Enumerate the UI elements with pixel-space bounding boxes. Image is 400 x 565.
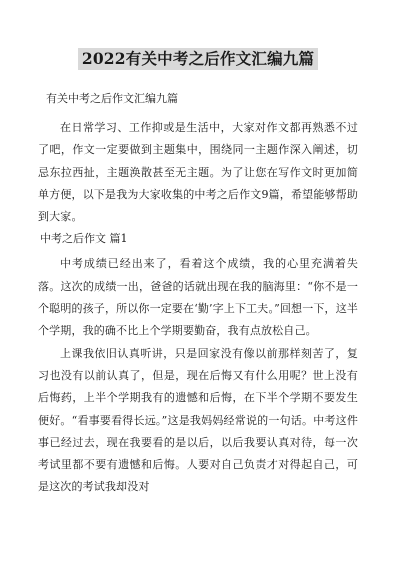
document-title: 2022有关中考之后作文汇编九篇 xyxy=(78,48,318,70)
body-paragraph-1: 中考成绩已经出来了，看着这个成绩，我的心里充满着失落。这次的成绩一出，爸爸的话就出现在我的脑海里：“你不是一个聪明的孩子，所以你一定要在‘勤’字上下工夫。”回想一下，这半个学期，我的确不比上个学期要勤奋，我有点放松自己。 xyxy=(38,257,358,338)
section-title: 中考之后作文 篇1 xyxy=(40,232,128,246)
body-paragraph-2: 上课我依旧认真听讲，只是回家没有像以前那样刻苦了，复习也没有以前认真了，但是，现在后悔又有什么用呢？世上没有后悔药，上半个学期我有的遗憾和后悔，在下半个学期不要发生便好。“看事要看得长远。”这是我妈妈经常说的一句话。中考这件事已经过去，现在我要看的是以后，以后我要认真对待，每一次考试里都不要有遗憾和后悔。人要对自己负责才对得起自己，可是这次的考试我却没对 xyxy=(38,346,358,494)
title-wrap xyxy=(38,48,358,70)
intro-paragraph: 在日常学习、工作抑或是生活中，大家对作文都再熟悉不过了吧，作文一定要做到主题集中，围绕同一主题作深入阐述，切忌东拉西扯，主题涣散甚至无主题。为了让您在写作文时更加简单方便，以下是我为大家收集的中考之后作文9篇，希望能够帮助到大家。 xyxy=(38,121,358,224)
document-subtitle: 有关中考之后作文汇编九篇 xyxy=(46,92,178,105)
